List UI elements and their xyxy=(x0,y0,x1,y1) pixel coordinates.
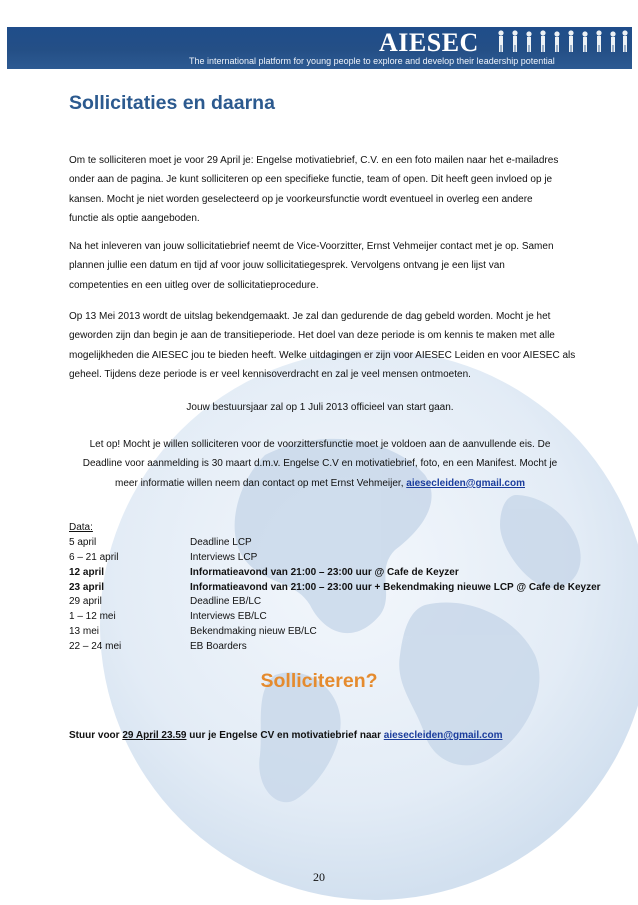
schedule-date: 13 mei xyxy=(69,626,100,638)
paragraph-line: functie als optie aangeboden. xyxy=(69,212,200,224)
cta-middle: uur je Engelse CV en motivatiebrief naar xyxy=(189,730,381,741)
schedule-heading: Data: xyxy=(69,522,93,533)
paragraph-result xyxy=(69,307,601,384)
notice-line: Let op! Mocht je willen solliciteren voor de voorzittersfunctie moet je voldoen aan de aanvullende eis. De xyxy=(89,439,551,450)
schedule-row xyxy=(69,595,601,610)
paragraph-line: mogelijkheden die AIESEC jou te bieden heeft. Welke uitdagingen er zijn voor AIESEC Leiden en voor AIESEC als xyxy=(69,349,576,361)
header-tagline: The international platform for young people to explore and develop their leadership potential xyxy=(189,56,555,66)
schedule-event: Informatieavond van 21:00 – 23:00 uur @ Cafe de Keyzer xyxy=(190,566,459,578)
schedule-row xyxy=(69,581,601,596)
schedule-row xyxy=(69,640,601,655)
cta-email-link[interactable]: aiesecleiden@gmail.com xyxy=(383,730,503,741)
cta-deadline: 29 April 23.59 xyxy=(122,730,187,741)
schedule-date: 5 april xyxy=(69,536,97,548)
notice-line xyxy=(60,474,580,493)
apply-heading: Solliciteren? xyxy=(260,670,378,692)
paragraph-line: geworden zijn dan begin je aan de transitieperiode. Het doel van deze periode is om kennis te maken met alle xyxy=(69,330,555,342)
schedule-row xyxy=(69,625,601,640)
schedule-event: Bekendmaking nieuw EB/LC xyxy=(190,626,317,638)
apply-instruction xyxy=(69,730,502,741)
schedule-row xyxy=(69,610,601,625)
schedule-event: Informatieavond van 21:00 – 23:00 uur + Bekendmaking nieuwe LCP @ Cafe de Keyzer xyxy=(190,581,601,593)
schedule-event: Deadline LCP xyxy=(190,536,252,548)
notice-email-link[interactable]: aiesecleiden@gmail.com xyxy=(406,477,525,489)
paragraph-line: competenties en een uitleg over de sollicitatieprocedure. xyxy=(69,279,319,291)
schedule-date: 29 april xyxy=(69,596,102,608)
paragraph-line: kansen. Mocht je niet worden geselecteerd op je voorkeursfunctie wordt eventueel in overleg een andere xyxy=(69,193,533,205)
paragraph-line: Na het inleveren van jouw sollicitatiebrief neemt de Vice-Voorzitter, Ernst Vehmeijer contact met je op. Samen xyxy=(69,241,554,252)
schedule-date: 22 – 24 mei xyxy=(69,641,122,653)
schedule-row xyxy=(69,536,601,551)
paragraph-contact xyxy=(69,237,601,295)
schedule-event: EB Boarders xyxy=(190,641,247,653)
paragraph-line: onder aan de pagina. Je kunt solliciteren op een specifieke functie, team of open. Dit heeft geen invloed op je xyxy=(69,174,553,186)
paragraph-line: geheel. Tijdens deze periode is er veel kennisoverdracht en zal je veel mensen ontmoeten. xyxy=(69,368,471,380)
paragraph-line: Op 13 Mei 2013 wordt de uitslag bekendgemaakt. Je zal dan gedurende de dag gebeld worden. Mocht je het xyxy=(69,311,551,322)
schedule-date: 6 – 21 april xyxy=(69,551,119,563)
schedule-event: Interviews LCP xyxy=(190,551,258,563)
chairman-notice xyxy=(60,435,580,493)
page-number: 20 xyxy=(313,870,325,884)
schedule-event: Deadline EB/LC xyxy=(190,596,262,608)
start-date-line: Jouw bestuursjaar zal op 1 Juli 2013 officieel van start gaan. xyxy=(186,402,454,413)
paragraph-line: Om te solliciteren moet je voor 29 April je: Engelse motivatiebrief, C.V. en een foto mailen naar het e-mailadres xyxy=(69,155,559,166)
schedule-date: 23 april xyxy=(69,581,105,593)
cta-prefix: Stuur voor xyxy=(69,730,120,741)
notice-line: Deadline voor aanmelding is 30 maart d.m.v. Engelse C.V en motivatiebrief, foto, en een Manifest. Mocht je xyxy=(82,458,558,470)
schedule xyxy=(69,521,601,655)
schedule-row xyxy=(69,566,601,581)
schedule-date: 1 – 12 mei xyxy=(69,611,116,623)
schedule-event: Interviews EB/LC xyxy=(190,611,267,623)
schedule-row xyxy=(69,551,601,566)
paragraph-line: plannen jullie een datum en tijd af voor jouw sollicitatiegesprek. Vervolgens ontvang je een lijst van xyxy=(69,260,505,272)
schedule-date: 12 april xyxy=(69,566,105,578)
page-title: Sollicitaties en daarna xyxy=(69,92,275,114)
aiesec-logo: AIESEC xyxy=(379,28,479,57)
paragraph-application xyxy=(69,151,601,228)
notice-line-text: meer informatie willen neem dan contact op met Ernst Vehmeijer, xyxy=(115,477,404,489)
